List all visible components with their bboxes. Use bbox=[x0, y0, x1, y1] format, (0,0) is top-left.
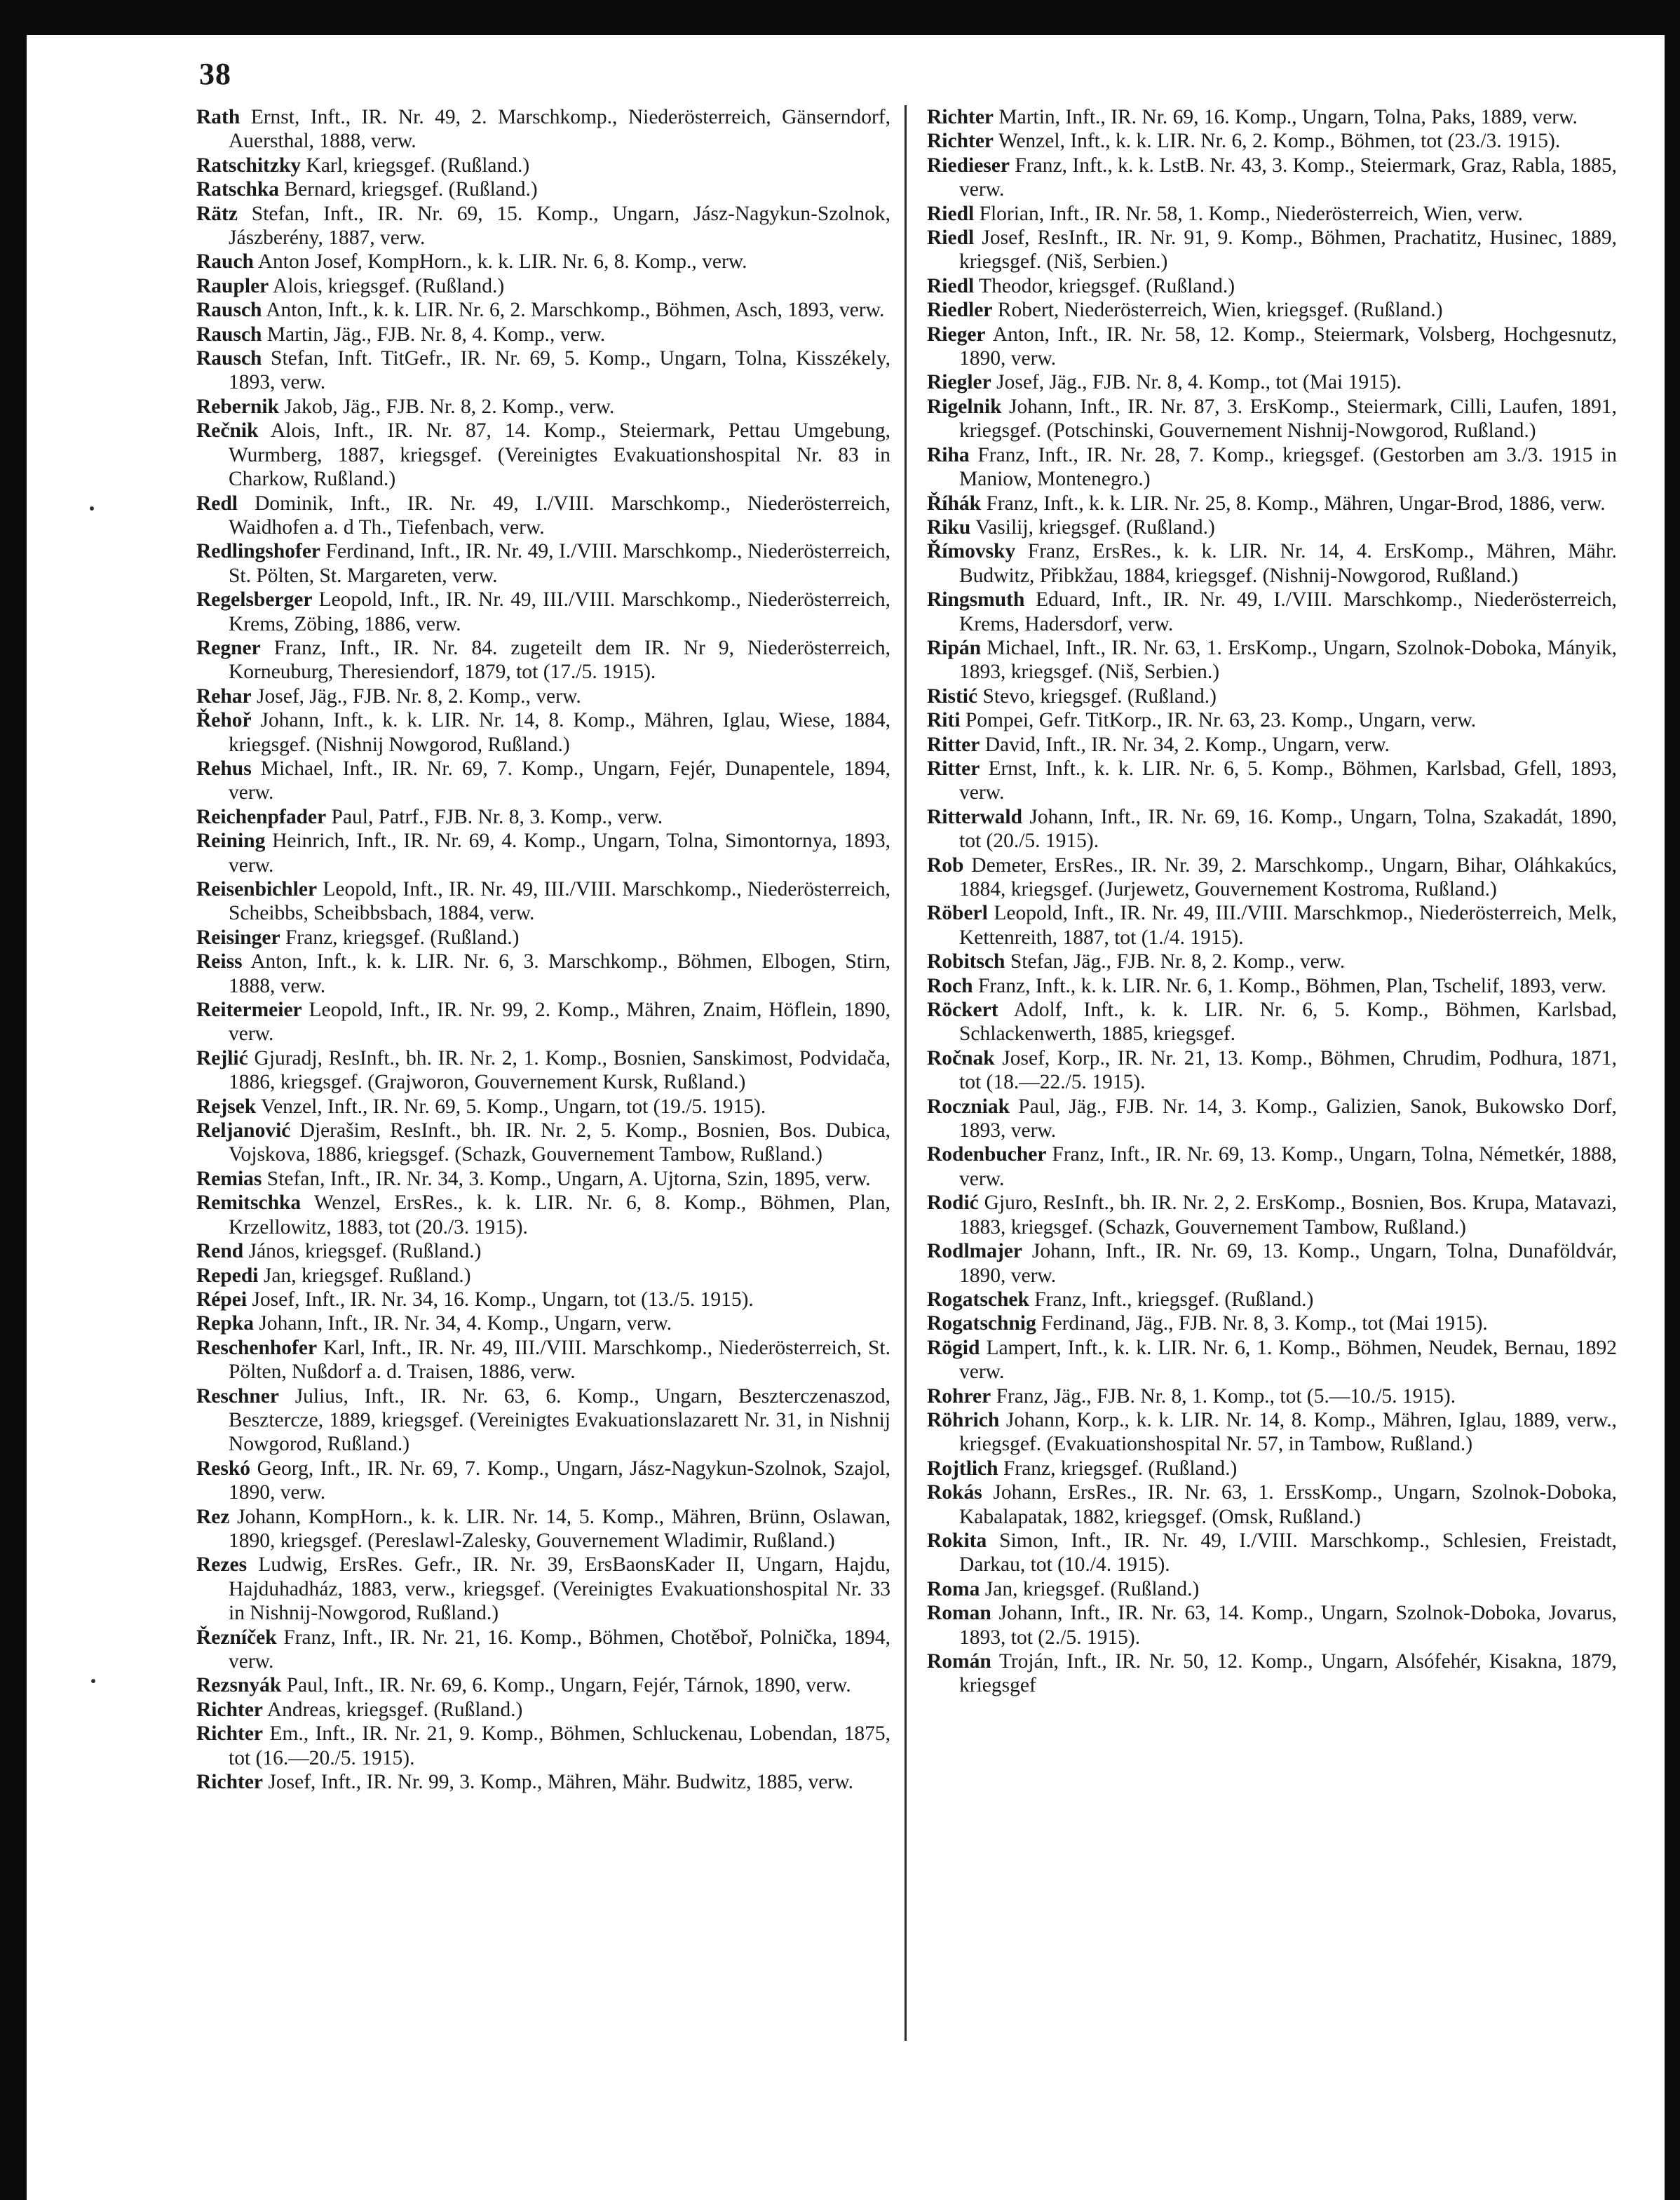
entry-surname: Reisenbichler bbox=[196, 878, 318, 900]
entry-details: Leopold, Inft., IR. Nr. 49, III./VIII. Marschkomp., Niederösterreich, Krems, Zöbing, 1886, verw. bbox=[229, 588, 890, 635]
entry-details: Ludwig, ErsRes. Gefr., IR. Nr. 39, ErsBaonsKader II, Ungarn, Hajdu, Hajduhadház, 1883, verw., kriegsgef. (Vereinigtes Evakuationshospital Nr. 33 in Nishnij-Nowgorod, Rußland.) bbox=[229, 1553, 890, 1625]
entry-details: Gjuradj, ResInft., bh. IR. Nr. 2, 1. Komp., Bosnien, Sanskimost, Podvidača, 1886, kriegsgef. (Grajworon, Gouvernement Kursk, Rußland.) bbox=[229, 1046, 890, 1094]
register-entry bbox=[927, 443, 1617, 492]
register-entry bbox=[927, 588, 1617, 636]
register-entry bbox=[927, 805, 1617, 853]
scan-speck bbox=[91, 1679, 95, 1683]
scan-speck bbox=[90, 506, 94, 511]
register-entry bbox=[927, 1336, 1617, 1384]
entry-details: Franz, Inft., kriegsgef. (Rußland.) bbox=[1034, 1288, 1314, 1311]
entry-surname: Rend bbox=[196, 1240, 244, 1263]
entry-details: Johann, Inft., IR. Nr. 34, 4. Komp., Ungarn, verw. bbox=[259, 1312, 672, 1335]
register-entry bbox=[927, 515, 1617, 539]
entry-details: Georg, Inft., IR. Nr. 69, 7. Komp., Ungarn, Jász-Nagykun-Szolnok, Szajol, 1890, verw. bbox=[229, 1457, 890, 1504]
entry-details: Franz, Inft., k. k. LIR. Nr. 25, 8. Komp., Mähren, Ungar-Brod, 1886, verw. bbox=[986, 492, 1606, 515]
register-entry bbox=[196, 757, 890, 805]
register-entry bbox=[196, 1167, 890, 1191]
register-entry bbox=[196, 1673, 890, 1697]
entry-surname: Roczniak bbox=[927, 1095, 1010, 1118]
register-entry bbox=[927, 539, 1617, 588]
register-entry bbox=[927, 1046, 1617, 1095]
register-entry bbox=[927, 105, 1617, 129]
entry-details: Paul, Patrf., FJB. Nr. 8, 3. Komp., verw. bbox=[331, 805, 663, 828]
register-entry bbox=[196, 1095, 890, 1119]
register-entry bbox=[196, 1698, 890, 1722]
entry-surname: Rodić bbox=[927, 1192, 979, 1215]
entry-surname: Román bbox=[927, 1650, 991, 1673]
register-entry bbox=[196, 829, 890, 877]
entry-details: Ernst, Inft., IR. Nr. 49, 2. Marschkomp., Niederösterreich, Gänserndorf, Auersthal, 1888, verw. bbox=[229, 106, 890, 153]
entry-details: Troján, Inft., IR. Nr. 50, 12. Komp., Ungarn, Alsófehér, Kisakna, 1879, kriegsgef bbox=[959, 1650, 1617, 1697]
entry-surname: Ritter bbox=[927, 733, 980, 756]
entry-surname: Rausch bbox=[196, 323, 262, 346]
register-entry bbox=[927, 274, 1617, 298]
register-entry bbox=[927, 492, 1617, 515]
entry-surname: Rodlmajer bbox=[927, 1240, 1022, 1263]
entry-surname: Rokás bbox=[927, 1481, 982, 1504]
entry-surname: Ristić bbox=[927, 684, 978, 708]
register-entry bbox=[196, 1626, 890, 1674]
entry-surname: Robitsch bbox=[927, 950, 1005, 973]
entry-details: Karl, Inft., IR. Nr. 49, III./VIII. Marschkomp., Niederösterreich, St. Pölten, Nußdorf a. d. Traisen, 1886, verw. bbox=[229, 1336, 890, 1384]
entry-details: Josef, ResInft., IR. Nr. 91, 9. Komp., Böhmen, Prachatitz, Husinec, 1889, kriegsgef. (Niš, Serbien.) bbox=[959, 227, 1618, 274]
column-divider bbox=[905, 105, 907, 2041]
entry-surname: Rehar bbox=[196, 684, 252, 708]
entry-details: Dominik, Inft., IR. Nr. 49, I./VIII. Marschkomp., Niederösterreich, Waidhofen a. d Th., Tiefenbach, verw. bbox=[229, 492, 890, 539]
entry-surname: Riha bbox=[927, 443, 970, 466]
entry-surname: Říhák bbox=[927, 492, 982, 515]
entry-details: David, Inft., IR. Nr. 34, 2. Komp., Ungarn, verw. bbox=[984, 733, 1390, 756]
entry-surname: Redl bbox=[196, 492, 238, 515]
entry-surname: Riedl bbox=[927, 227, 975, 250]
entry-surname: Rauch bbox=[196, 250, 254, 274]
register-entry bbox=[196, 1046, 890, 1095]
register-entry bbox=[196, 636, 890, 684]
entry-surname: Riegler bbox=[927, 371, 991, 394]
entry-surname: Reichenpfader bbox=[196, 805, 327, 828]
entry-details: Johann, Inft., IR. Nr. 63, 14. Komp., Ungarn, Szolnok-Doboka, Jovarus, 1893, tot (2./5. 1915). bbox=[959, 1602, 1618, 1649]
register-entry bbox=[196, 323, 890, 346]
register-entry bbox=[927, 129, 1617, 153]
entry-details: Pompei, Gefr. TitKorp., IR. Nr. 63, 23. Komp., Ungarn, verw. bbox=[965, 709, 1477, 732]
entry-surname: Rokita bbox=[927, 1529, 987, 1552]
register-entry bbox=[927, 1577, 1617, 1601]
entry-details: Johann, Inft., IR. Nr. 87, 3. ErsKomp., Steiermark, Cilli, Laufen, 1891, kriegsgef. (Potschinski, Gouvernement Nishnij-Nowgorod, Rußland.) bbox=[959, 395, 1618, 443]
scan-border-right bbox=[1665, 0, 1680, 2200]
register-entry bbox=[927, 1480, 1617, 1529]
left-column bbox=[196, 105, 890, 1794]
entry-details: Stefan, Inft., IR. Nr. 69, 15. Komp., Ungarn, Jász-Nagykun-Szolnok, Jászberény, 1887, verw. bbox=[229, 202, 891, 250]
entry-surname: Rodenbucher bbox=[927, 1143, 1047, 1166]
entry-details: Johann, Korp., k. k. LIR. Nr. 14, 8. Komp., Mähren, Iglau, 1889, verw., kriegsgef. (Evakuationshospital Nr. 57, in Tambow, Rußland.) bbox=[959, 1408, 1617, 1456]
entry-surname: Riti bbox=[927, 709, 961, 732]
entry-details: Ernst, Inft., k. k. LIR. Nr. 6, 5. Komp., Böhmen, Karlsbad, Gfell, 1893, verw. bbox=[959, 757, 1618, 804]
entry-surname: Ratschitzky bbox=[196, 154, 302, 177]
entry-surname: Reskó bbox=[196, 1457, 251, 1480]
register-entry bbox=[927, 757, 1617, 805]
register-entry bbox=[196, 298, 890, 322]
entry-details: Anton, Inft., k. k. LIR. Nr. 6, 3. Marschkomp., Böhmen, Elbogen, Stirn, 1888, verw. bbox=[229, 950, 890, 997]
entry-details: Franz, kriegsgef. (Rußland.) bbox=[1003, 1457, 1238, 1480]
register-entry bbox=[927, 950, 1617, 973]
register-entry bbox=[927, 708, 1617, 732]
page-number: 38 bbox=[199, 57, 231, 91]
entry-details: Johann, Inft., IR. Nr. 69, 13. Komp., Ungarn, Tolna, Dunaföldvár, 1890, verw. bbox=[959, 1240, 1618, 1287]
entry-details: Franz, Jäg., FJB. Nr. 8, 1. Komp., tot (5.—10./5. 1915). bbox=[996, 1384, 1456, 1408]
entry-surname: Ročnak bbox=[927, 1046, 995, 1069]
register-entry bbox=[196, 1457, 890, 1505]
entry-surname: Rogatschek bbox=[927, 1288, 1029, 1311]
entry-details: Franz, Inft., IR. Nr. 84. zugeteilt dem IR. Nr 9, Niederösterreich, Korneuburg, Theresiendorf, 1879, tot (17./5. 1915). bbox=[229, 636, 890, 684]
entry-details: Venzel, Inft., IR. Nr. 69, 5. Komp., Ungarn, tot (19./5. 1915). bbox=[261, 1095, 766, 1118]
register-entry bbox=[196, 177, 890, 201]
entry-details: Julius, Inft., IR. Nr. 63, 6. Komp., Ungarn, Beszterczenaszod, Besztercze, 1889, kriegsgef. (Vereinigtes Evakuationslazarett Nr. 31, in Nishnij Nowgorod, Rußland.) bbox=[229, 1384, 890, 1456]
entry-details: Franz, ErsRes., k. k. LIR. Nr. 14, 4. ErsKomp., Mähren, Mähr. Budwitz, Přibkžau, 1884, kriegsgef. (Nishnij-Nowgorod, Rußland.) bbox=[959, 540, 1617, 587]
entry-details: János, kriegsgef. (Rußland.) bbox=[248, 1240, 482, 1263]
entry-details: Wenzel, Inft., k. k. LIR. Nr. 6, 2. Komp., Böhmen, tot (23./3. 1915). bbox=[998, 130, 1561, 153]
entry-details: Theodor, kriegsgef. (Rußland.) bbox=[979, 274, 1235, 297]
register-entry bbox=[196, 202, 890, 250]
entry-details: Bernard, kriegsgef. (Rußland.) bbox=[284, 178, 538, 201]
register-entry bbox=[196, 1119, 890, 1167]
entry-details: Josef, Inft., IR. Nr. 34, 16. Komp., Ungarn, tot (13./5. 1915). bbox=[252, 1288, 754, 1311]
register-entry bbox=[927, 395, 1617, 443]
register-entry bbox=[927, 1457, 1617, 1480]
register-entry bbox=[196, 105, 890, 154]
register-entry bbox=[927, 853, 1617, 902]
entry-details: Michael, Inft., IR. Nr. 69, 7. Komp., Ungarn, Fejér, Dunapentele, 1894, verw. bbox=[229, 757, 890, 804]
entry-details: Vasilij, kriegsgef. (Rußland.) bbox=[975, 515, 1215, 539]
register-entry bbox=[196, 1770, 890, 1794]
entry-surname: Richter bbox=[927, 130, 994, 153]
entry-surname: Répei bbox=[196, 1288, 248, 1311]
entry-details: Anton Josef, KompHorn., k. k. LIR. Nr. 6, 8. Komp., verw. bbox=[257, 250, 747, 274]
register-entry bbox=[196, 1264, 890, 1288]
entry-surname: Rausch bbox=[196, 347, 262, 370]
register-entry bbox=[196, 539, 890, 588]
entry-details: Paul, Jäg., FJB. Nr. 14, 3. Komp., Galizien, Sanok, Bukowsko Dorf, 1893, verw. bbox=[959, 1095, 1617, 1142]
entry-surname: Rätz bbox=[196, 202, 238, 225]
entry-details: Michael, Inft., IR. Nr. 63, 1. ErsKomp., Ungarn, Szolnok-Doboka, Mányik, 1893, kriegsgef. (Niš, Serbien.) bbox=[959, 636, 1618, 684]
entry-details: Paul, Inft., IR. Nr. 69, 6. Komp., Ungarn, Fejér, Tárnok, 1890, verw. bbox=[286, 1674, 851, 1697]
entry-details: Johann, Inft., IR. Nr. 69, 16. Komp., Ungarn, Tolna, Szakadát, 1890, tot (20./5. 1915). bbox=[959, 805, 1617, 853]
entry-surname: Regner bbox=[196, 636, 261, 659]
entry-details: Johann, Inft., k. k. LIR. Nr. 14, 8. Komp., Mähren, Iglau, Wiese, 1884, kriegsgef. (Nishnij Nowgorod, Rußland.) bbox=[229, 709, 890, 756]
entry-surname: Reljanović bbox=[196, 1119, 291, 1142]
entry-details: Leopold, Inft., IR. Nr. 49, III./VIII. Marschkmop., Niederösterreich, Melk, Kettenreith, 1887, tot (1./4. 1915). bbox=[959, 902, 1618, 949]
entry-details: Franz, Inft., IR. Nr. 21, 16. Komp., Böhmen, Chotěboř, Polnička, 1894, verw. bbox=[229, 1626, 890, 1673]
entry-surname: Roman bbox=[927, 1602, 991, 1625]
entry-surname: Řezníček bbox=[196, 1626, 277, 1649]
entry-surname: Reschenhofer bbox=[196, 1336, 318, 1359]
entry-details: Ferdinand, Inft., IR. Nr. 49, I./VIII. Marschkomp., Niederösterreich, St. Pölten, St. Margareten, verw. bbox=[229, 540, 891, 587]
entry-details: Djerašim, ResInft., bh. IR. Nr. 2, 5. Komp., Bosnien, Bos. Dubica, Vojskova, 1886, kriegsgef. (Schazk, Gouvernement Tambow, Rußland.) bbox=[229, 1119, 890, 1166]
register-entry bbox=[927, 733, 1617, 757]
entry-surname: Roma bbox=[927, 1577, 980, 1600]
register-entry bbox=[196, 1722, 890, 1770]
entry-surname: Riedl bbox=[927, 274, 975, 297]
entry-details: Josef, Jäg., FJB. Nr. 8, 4. Komp., tot (Mai 1915). bbox=[996, 371, 1402, 394]
register-entry bbox=[196, 1505, 890, 1553]
entry-surname: Röhrich bbox=[927, 1408, 1000, 1431]
entry-surname: Rojtlich bbox=[927, 1457, 998, 1480]
entry-details: Josef, Jäg., FJB. Nr. 8, 2. Komp., verw. bbox=[257, 684, 581, 708]
register-entry bbox=[196, 154, 890, 177]
register-entry bbox=[196, 250, 890, 274]
scan-border-top bbox=[0, 0, 1680, 35]
entry-surname: Rebernik bbox=[196, 395, 279, 418]
entry-details: Anton, Inft., IR. Nr. 58, 12. Komp., Steiermark, Volsberg, Hochgesnutz, 1890, verw. bbox=[959, 323, 1618, 370]
register-entry bbox=[196, 684, 890, 708]
entry-surname: Roch bbox=[927, 974, 973, 997]
register-entry bbox=[196, 492, 890, 540]
register-entry bbox=[196, 1239, 890, 1263]
entry-surname: Riku bbox=[927, 515, 971, 539]
entry-surname: Riedl bbox=[927, 202, 975, 225]
register-entry bbox=[927, 298, 1617, 322]
entry-surname: Reisinger bbox=[196, 926, 280, 949]
entry-surname: Rečnik bbox=[196, 419, 259, 443]
entry-details: Jan, kriegsgef. Rußland.) bbox=[263, 1264, 471, 1287]
register-entry bbox=[927, 1384, 1617, 1408]
entry-surname: Repka bbox=[196, 1312, 254, 1335]
entry-surname: Rezsnyák bbox=[196, 1674, 282, 1697]
entry-details: Alois, Inft., IR. Nr. 87, 14. Komp., Steiermark, Pettau Umgebung, Wurmberg, 1887, kriegsgef. (Vereinigtes Evakuationshospital Nr. 83 in Charkow, Rußland.) bbox=[229, 419, 890, 491]
entry-surname: Rohrer bbox=[927, 1384, 991, 1408]
entry-details: Simon, Inft., IR. Nr. 49, I./VIII. Marschkomp., Schlesien, Freistadt, Darkau, tot (10./4. 1915). bbox=[959, 1529, 1618, 1577]
register-entry bbox=[927, 1095, 1617, 1143]
register-entry bbox=[927, 1288, 1617, 1311]
register-entry bbox=[927, 1408, 1617, 1457]
entry-details: Adolf, Inft., k. k. LIR. Nr. 6, 5. Komp., Böhmen, Karlsbad, Schlackenwerth, 1885, kriegsgef. bbox=[959, 999, 1617, 1046]
entry-details: Robert, Niederösterreich, Wien, kriegsgef. (Rußland.) bbox=[997, 299, 1443, 322]
register-entry bbox=[196, 588, 890, 636]
entry-surname: Ritter bbox=[927, 757, 980, 780]
entry-details: Franz, Inft., IR. Nr. 28, 7. Komp., kriegsgef. (Gestorben am 3./3. 1915 in Maniow, Montenegro.) bbox=[959, 443, 1618, 491]
entry-surname: Röckert bbox=[927, 999, 998, 1022]
entry-details: Leopold, Inft., IR. Nr. 49, III./VIII. Marschkomp., Niederösterreich, Scheibbs, Scheibbsbach, 1884, verw. bbox=[229, 878, 890, 925]
entry-surname: Ripán bbox=[927, 636, 982, 659]
entry-surname: Rehus bbox=[196, 757, 252, 780]
entry-surname: Richter bbox=[927, 106, 994, 128]
register-entry bbox=[927, 1529, 1617, 1577]
entry-surname: Reining bbox=[196, 830, 266, 853]
entry-details: Karl, kriegsgef. (Rußland.) bbox=[306, 154, 530, 177]
register-entry bbox=[927, 1191, 1617, 1239]
entry-surname: Řehoř bbox=[196, 709, 252, 732]
entry-surname: Rez bbox=[196, 1505, 230, 1528]
register-entry bbox=[927, 370, 1617, 394]
register-entry bbox=[927, 154, 1617, 202]
entry-details: Stevo, kriegsgef. (Rußland.) bbox=[982, 684, 1217, 708]
entry-surname: Rob bbox=[927, 853, 964, 877]
entry-surname: Rigelnik bbox=[927, 395, 1002, 418]
entry-details: Heinrich, Inft., IR. Nr. 69, 4. Komp., Ungarn, Tolna, Simontornya, 1893, verw. bbox=[229, 830, 890, 877]
entry-surname: Ringsmuth bbox=[927, 588, 1025, 612]
register-entry bbox=[196, 395, 890, 419]
entry-surname: Rath bbox=[196, 106, 241, 128]
register-entry bbox=[927, 1311, 1617, 1335]
entry-surname: Richter bbox=[196, 1722, 264, 1746]
entry-details: Franz, Inft., k. k. LIR. Nr. 6, 1. Komp., Böhmen, Plan, Tschelif, 1893, verw. bbox=[977, 974, 1606, 997]
register-entry bbox=[196, 708, 890, 757]
entry-surname: Reiss bbox=[196, 950, 243, 973]
entry-details: Jakob, Jäg., FJB. Nr. 8, 2. Komp., verw. bbox=[284, 395, 615, 418]
register-entry bbox=[196, 1311, 890, 1335]
entry-details: Gjuro, ResInft., bh. IR. Nr. 2, 2. ErsKomp., Bosnien, Bos. Krupa, Matavazi, 1883, kriegsgef. (Schazk, Gouvernement Tambow, Rußland.) bbox=[959, 1192, 1618, 1239]
register-entry bbox=[196, 1384, 890, 1457]
entry-surname: Riedler bbox=[927, 299, 993, 322]
entry-details: Johann, KompHorn., k. k. LIR. Nr. 14, 5. Komp., Mähren, Brünn, Oslawan, 1890, kriegsgef. (Pereslawl-Zalesky, Gouvernement Wladimir, Rußland.) bbox=[229, 1505, 890, 1552]
entry-surname: Rogatschnig bbox=[927, 1312, 1036, 1335]
register-entry bbox=[927, 202, 1617, 226]
entry-details: Wenzel, ErsRes., k. k. LIR. Nr. 6, 8. Komp., Böhmen, Plan, Krzellowitz, 1883, tot (20./3. 1915). bbox=[229, 1192, 890, 1239]
entry-surname: Rieger bbox=[927, 323, 986, 346]
register-entry bbox=[927, 684, 1617, 708]
entry-surname: Římovsky bbox=[927, 540, 1016, 563]
register-entry bbox=[196, 1191, 890, 1239]
entry-surname: Richter bbox=[196, 1698, 264, 1721]
register-entry bbox=[927, 974, 1617, 998]
entry-details: Alois, kriegsgef. (Rußland.) bbox=[273, 274, 505, 297]
register-entry bbox=[196, 346, 890, 395]
entry-details: Franz, Inft., IR. Nr. 69, 13. Komp., Ungarn, Tolna, Németkér, 1888, verw. bbox=[959, 1143, 1618, 1190]
entry-surname: Röberl bbox=[927, 902, 988, 925]
entry-surname: Rögid bbox=[927, 1336, 980, 1359]
register-entry bbox=[927, 1601, 1617, 1649]
register-entry bbox=[196, 1336, 890, 1384]
entry-surname: Rausch bbox=[196, 299, 262, 322]
scan-border-left bbox=[0, 0, 27, 2200]
entry-surname: Raupler bbox=[196, 274, 269, 297]
entry-details: Martin, Jäg., FJB. Nr. 8, 4. Komp., verw. bbox=[266, 323, 606, 346]
register-entry bbox=[927, 1649, 1617, 1698]
entry-details: Ferdinand, Jäg., FJB. Nr. 8, 3. Komp., tot (Mai 1915). bbox=[1041, 1312, 1488, 1335]
register-entry bbox=[927, 323, 1617, 371]
entry-details: Josef, Inft., IR. Nr. 99, 3. Komp., Mähren, Mähr. Budwitz, 1885, verw. bbox=[268, 1771, 854, 1794]
entry-surname: Reitermeier bbox=[196, 999, 302, 1022]
entry-surname: Ritterwald bbox=[927, 805, 1022, 828]
entry-details: Franz, Inft., k. k. LstB. Nr. 43, 3. Komp., Steiermark, Graz, Rabla, 1885, verw. bbox=[959, 154, 1618, 201]
register-entry bbox=[927, 901, 1617, 950]
entry-surname: Ratschka bbox=[196, 178, 280, 201]
register-entry bbox=[196, 274, 890, 298]
entry-details: Em., Inft., IR. Nr. 21, 9. Komp., Böhmen, Schluckenau, Lobendan, 1875, tot (16.—20./5. 1915). bbox=[229, 1722, 891, 1769]
register-entry bbox=[927, 998, 1617, 1046]
entry-surname: Repedi bbox=[196, 1264, 259, 1287]
register-entry bbox=[196, 926, 890, 950]
entry-details: Lampert, Inft., k. k. LIR. Nr. 6, 1. Komp., Böhmen, Neudek, Bernau, 1892 verw. bbox=[959, 1336, 1617, 1384]
entry-surname: Riedieser bbox=[927, 154, 1010, 177]
register-entry bbox=[196, 998, 890, 1046]
entry-details: Stefan, Inft. TitGefr., IR. Nr. 69, 5. Komp., Ungarn, Tolna, Kisszékely, 1893, verw. bbox=[229, 347, 890, 394]
register-entry bbox=[927, 226, 1617, 274]
entry-surname: Richter bbox=[196, 1771, 264, 1794]
right-column bbox=[927, 105, 1617, 1698]
register-entry bbox=[196, 950, 890, 998]
register-entry bbox=[196, 1553, 890, 1625]
entry-details: Johann, ErsRes., IR. Nr. 63, 1. ErssKomp., Ungarn, Szolnok-Doboka, Kabalapatak, 1882, kriegsgef. (Omsk, Rußland.) bbox=[959, 1481, 1618, 1528]
entry-surname: Regelsberger bbox=[196, 588, 313, 612]
entry-details: Stefan, Jäg., FJB. Nr. 8, 2. Komp., verw. bbox=[1010, 950, 1346, 973]
entry-details: Franz, kriegsgef. (Rußland.) bbox=[285, 926, 520, 949]
register-entry bbox=[927, 1239, 1617, 1288]
register-entry bbox=[196, 877, 890, 926]
entry-details: Martin, Inft., IR. Nr. 69, 16. Komp., Ungarn, Tolna, Paks, 1889, verw. bbox=[998, 106, 1578, 128]
entry-details: Eduard, Inft., IR. Nr. 49, I./VIII. Marschkomp., Niederösterreich, Krems, Hadersdorf, verw. bbox=[959, 588, 1617, 635]
entry-details: Josef, Korp., IR. Nr. 21, 13. Komp., Böhmen, Chrudim, Podhura, 1871, tot (18.—22./5. 1915). bbox=[959, 1046, 1618, 1094]
entry-surname: Rejlić bbox=[196, 1046, 248, 1069]
entry-details: Anton, Inft., k. k. LIR. Nr. 6, 2. Marschkomp., Böhmen, Asch, 1893, verw. bbox=[266, 299, 885, 322]
entry-surname: Rezes bbox=[196, 1553, 248, 1577]
entry-surname: Reschner bbox=[196, 1384, 279, 1408]
entry-surname: Remias bbox=[196, 1167, 262, 1190]
entry-details: Jan, kriegsgef. (Rußland.) bbox=[984, 1577, 1200, 1600]
register-entry bbox=[196, 805, 890, 829]
entry-surname: Remitschka bbox=[196, 1192, 302, 1215]
entry-details: Florian, Inft., IR. Nr. 58, 1. Komp., Niederösterreich, Wien, verw. bbox=[979, 202, 1524, 225]
entry-surname: Rejsek bbox=[196, 1095, 257, 1118]
entry-details: Leopold, Inft., IR. Nr. 99, 2. Komp., Mähren, Znaim, Höflein, 1890, verw. bbox=[229, 999, 891, 1046]
entry-surname: Redlingshofer bbox=[196, 540, 320, 563]
register-entry bbox=[196, 1288, 890, 1311]
entry-details: Andreas, kriegsgef. (Rußland.) bbox=[266, 1698, 523, 1721]
register-entry bbox=[927, 1142, 1617, 1191]
register-entry bbox=[196, 419, 890, 491]
entry-details: Stefan, Inft., IR. Nr. 34, 3. Komp., Ungarn, A. Ujtorna, Szin, 1895, verw. bbox=[266, 1167, 871, 1190]
entry-details: Demeter, ErsRes., IR. Nr. 39, 2. Marschkomp., Ungarn, Bihar, Oláhkakúcs, 1884, kriegsgef. (Jurjewetz, Gouvernement Kostroma, Rußland.) bbox=[959, 853, 1618, 900]
register-entry bbox=[927, 636, 1617, 684]
